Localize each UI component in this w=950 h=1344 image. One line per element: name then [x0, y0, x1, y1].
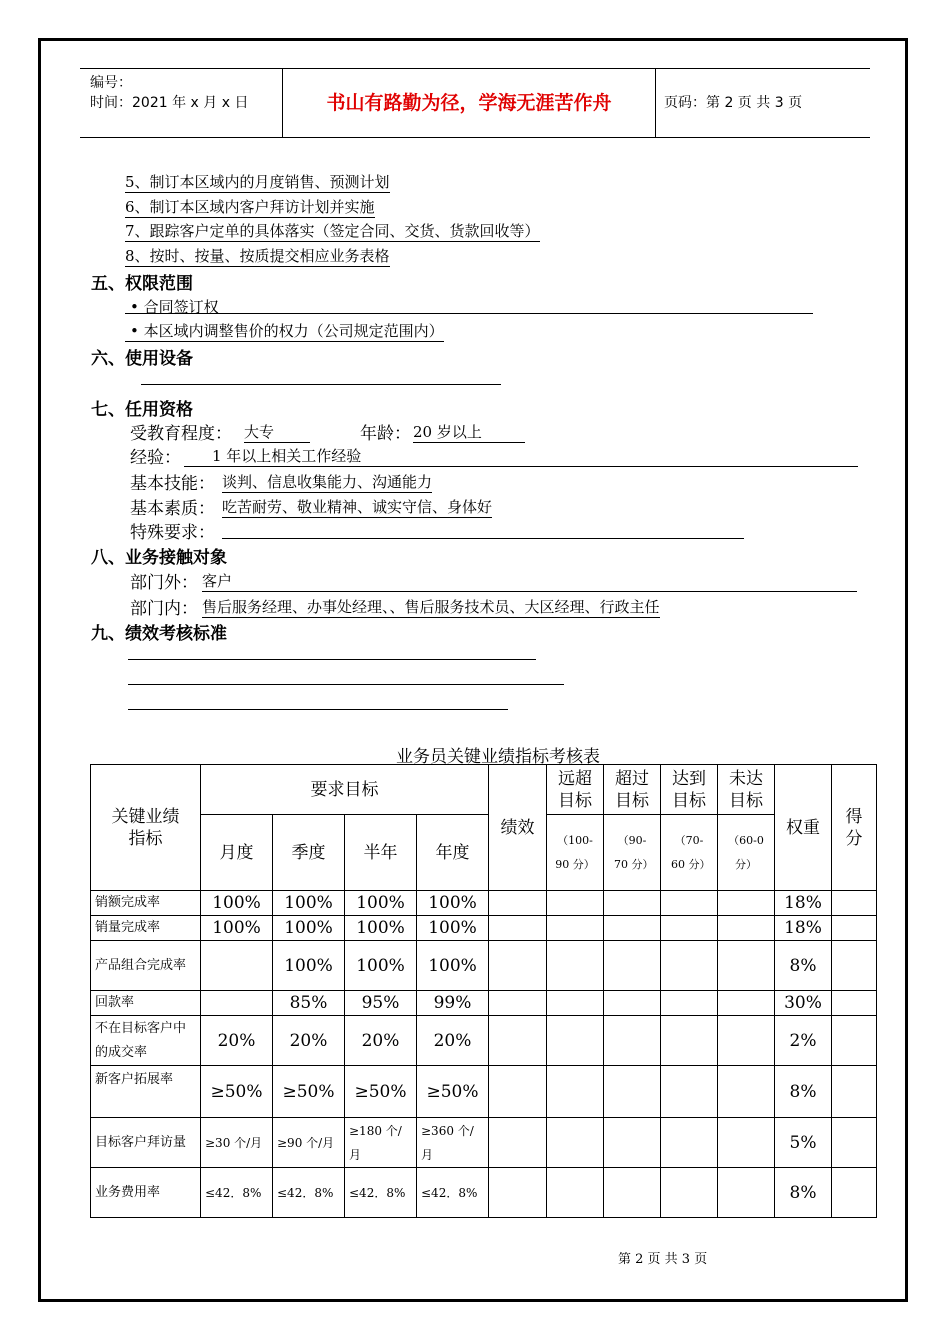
header-half-year: 半年 [345, 815, 417, 891]
level-cell [661, 941, 718, 991]
performance-cell [489, 891, 547, 916]
half-year-target: 100% [345, 941, 417, 991]
level-cell [718, 1118, 775, 1168]
table-row [91, 991, 877, 1016]
header-level-4: 未达目标 [718, 765, 775, 815]
month-target [201, 991, 273, 1016]
level-cell [604, 1118, 661, 1168]
duty-item: 7、跟踪客户定单的具体落实（签定合同、交货、货款回收等） [125, 222, 540, 240]
quarter-target: 100% [273, 916, 345, 941]
header-score: 得分 [832, 765, 877, 891]
blank-line [128, 659, 536, 660]
weight-cell: 5% [775, 1118, 832, 1168]
month-target: 100% [201, 916, 273, 941]
score-cell [832, 1016, 877, 1066]
table-caption: 业务员关键业绩指标考核表 [396, 747, 600, 767]
header-kpi: 关键业绩指标 [91, 765, 201, 891]
quarter-target: 20% [273, 1016, 345, 1066]
header-meta [80, 69, 280, 137]
underline-rule [125, 313, 813, 314]
kpi-table [90, 764, 877, 1218]
level-cell [661, 916, 718, 941]
level-2-range: （90-70 分） [604, 815, 661, 891]
year-target: ≥360 个/月 [417, 1118, 489, 1168]
quarter-target: ≥50% [273, 1066, 345, 1118]
performance-cell [489, 1016, 547, 1066]
doc-number-label: 编号： [90, 75, 132, 91]
header-month: 月度 [201, 815, 273, 891]
weight-cell: 8% [775, 1168, 832, 1218]
row-name: 回款率 [91, 991, 201, 1016]
level-3-range: （70-60 分） [661, 815, 718, 891]
month-target: ≤42．8% [201, 1168, 273, 1218]
level-cell [547, 941, 604, 991]
score-cell [832, 916, 877, 941]
blank-line [222, 538, 744, 539]
level-cell [547, 1016, 604, 1066]
level-cell [547, 1118, 604, 1168]
external-value: 客户 [202, 570, 857, 592]
year-target: 100% [417, 941, 489, 991]
table-row [91, 1016, 877, 1066]
table-row [91, 941, 877, 991]
table-row [91, 891, 877, 916]
weight-cell: 30% [775, 991, 832, 1016]
score-cell [832, 991, 877, 1016]
quarter-target: 85% [273, 991, 345, 1016]
year-target: 20% [417, 1016, 489, 1066]
level-cell [718, 1168, 775, 1218]
score-cell [832, 891, 877, 916]
blank-line [128, 709, 508, 710]
row-name: 业务费用率 [91, 1168, 201, 1218]
year-target: ≥50% [417, 1066, 489, 1118]
score-cell [832, 1066, 877, 1118]
table-row [91, 916, 877, 941]
level-cell [547, 1168, 604, 1218]
performance-cell [489, 1168, 547, 1218]
skill-value: 谈判、信息收集能力、沟通能力 [222, 473, 433, 491]
header-level-1: 远超目标 [547, 765, 604, 815]
weight-cell: 18% [775, 916, 832, 941]
header-weight: 权重 [775, 765, 832, 891]
table-row [91, 1118, 877, 1168]
year-target: 100% [417, 891, 489, 916]
month-target: 100% [201, 891, 273, 916]
header-performance: 绩效 [489, 765, 547, 891]
level-cell [547, 891, 604, 916]
header-level-3: 达到目标 [661, 765, 718, 815]
half-year-target: 20% [345, 1016, 417, 1066]
duty-item: 5、制订本区域内的月度销售、预测计划 [125, 173, 390, 191]
row-name: 不在目标客户中的成交率 [91, 1016, 201, 1066]
table-row [91, 1066, 877, 1118]
duty-item: 6、制订本区域内客户拜访计划并实施 [125, 198, 375, 216]
level-cell [604, 941, 661, 991]
half-year-target: 100% [345, 891, 417, 916]
level-cell [661, 1066, 718, 1118]
year-target: 99% [417, 991, 489, 1016]
document-header [80, 68, 870, 138]
level-cell [718, 991, 775, 1016]
section-title-qualification: 七、任用资格 [91, 400, 193, 420]
education-label: 受教育程度： [130, 424, 232, 444]
header-year: 年度 [417, 815, 489, 891]
level-cell [547, 991, 604, 1016]
level-cell [718, 891, 775, 916]
level-1-range: （100-90 分） [547, 815, 604, 891]
half-year-target: ≥50% [345, 1066, 417, 1118]
blank-line [128, 684, 564, 685]
level-cell [718, 1066, 775, 1118]
level-cell [718, 916, 775, 941]
header-page-label: 页码：第 2 页 共 3 页 [664, 95, 803, 111]
performance-cell [489, 1066, 547, 1118]
level-cell [661, 1016, 718, 1066]
quality-label: 基本素质： [130, 499, 215, 519]
age-value: 20 岁以上 [413, 421, 525, 443]
quarter-target: 100% [273, 941, 345, 991]
month-target: ≥30 个/月 [201, 1118, 273, 1168]
row-name: 产品组合完成率 [91, 941, 201, 991]
age-label: 年龄： [360, 424, 411, 444]
authority-item: • 合同签订权 [130, 298, 219, 316]
weight-cell: 8% [775, 1066, 832, 1118]
level-cell [604, 991, 661, 1016]
row-name: 销量完成率 [91, 916, 201, 941]
duty-item: 8、按时、按量、按质提交相应业务表格 [125, 247, 390, 265]
year-target: ≤42．8% [417, 1168, 489, 1218]
internal-value: 售后服务经理、办事处经理、、售后服务技术员、大区经理、行政主任 [202, 598, 660, 616]
month-target: 20% [201, 1016, 273, 1066]
half-year-target: ≤42．8% [345, 1168, 417, 1218]
level-cell [604, 891, 661, 916]
performance-cell [489, 916, 547, 941]
authority-item: • 本区域内调整售价的权力（公司规定范围内） [125, 320, 444, 342]
header-quarter: 季度 [273, 815, 345, 891]
level-cell [604, 916, 661, 941]
header-level-2: 超过目标 [604, 765, 661, 815]
month-target: ≥50% [201, 1066, 273, 1118]
level-cell [604, 1066, 661, 1118]
experience-value: 1 年以上相关工作经验 [184, 445, 858, 467]
half-year-target: 95% [345, 991, 417, 1016]
level-cell [661, 1118, 718, 1168]
level-cell [604, 1168, 661, 1218]
level-cell [718, 941, 775, 991]
special-label: 特殊要求： [130, 523, 215, 543]
doc-date-label: 时间：2021 年 x 月 x 日 [90, 95, 249, 111]
external-label: 部门外： [130, 573, 198, 593]
score-cell [832, 1168, 877, 1218]
score-cell [832, 941, 877, 991]
skill-label: 基本技能： [130, 474, 215, 494]
level-cell [547, 1066, 604, 1118]
row-name: 销额完成率 [91, 891, 201, 916]
experience-label: 经验： [130, 448, 181, 468]
quarter-target: ≤42．8% [273, 1168, 345, 1218]
header-target: 要求目标 [201, 765, 489, 815]
performance-cell [489, 941, 547, 991]
education-value: 大专 [244, 421, 310, 443]
weight-cell: 2% [775, 1016, 832, 1066]
level-cell [718, 1016, 775, 1066]
quarter-target: 100% [273, 891, 345, 916]
blank-line [141, 384, 501, 385]
page-footer: 第 2 页 共 3 页 [618, 1252, 708, 1267]
month-target [201, 941, 273, 991]
level-cell [661, 1168, 718, 1218]
level-4-range: （60-0 分） [718, 815, 775, 891]
level-cell [661, 891, 718, 916]
quality-value: 吃苦耐劳、敬业精神、诚实守信、身体好 [222, 498, 493, 516]
internal-label: 部门内： [130, 599, 198, 619]
section-title-performance: 九、绩效考核标准 [91, 624, 227, 644]
quarter-target: ≥90 个/月 [273, 1118, 345, 1168]
half-year-target: 100% [345, 916, 417, 941]
row-name: 新客户拓展率 [91, 1066, 201, 1118]
weight-cell: 18% [775, 891, 832, 916]
header-slogan: 书山有路勤为径，学海无涯苦作舟 [282, 69, 656, 137]
performance-cell [489, 1118, 547, 1168]
weight-cell: 8% [775, 941, 832, 991]
score-cell [832, 1118, 877, 1168]
year-target: 100% [417, 916, 489, 941]
level-cell [547, 916, 604, 941]
section-title-equipment: 六、使用设备 [91, 349, 193, 369]
section-title-authority: 五、权限范围 [91, 274, 193, 294]
level-cell [604, 1016, 661, 1066]
level-cell [661, 991, 718, 1016]
table-row [91, 1168, 877, 1218]
performance-cell [489, 991, 547, 1016]
half-year-target: ≥180 个/月 [345, 1118, 417, 1168]
section-title-contacts: 八、业务接触对象 [91, 548, 227, 568]
row-name: 目标客户拜访量 [91, 1118, 201, 1168]
